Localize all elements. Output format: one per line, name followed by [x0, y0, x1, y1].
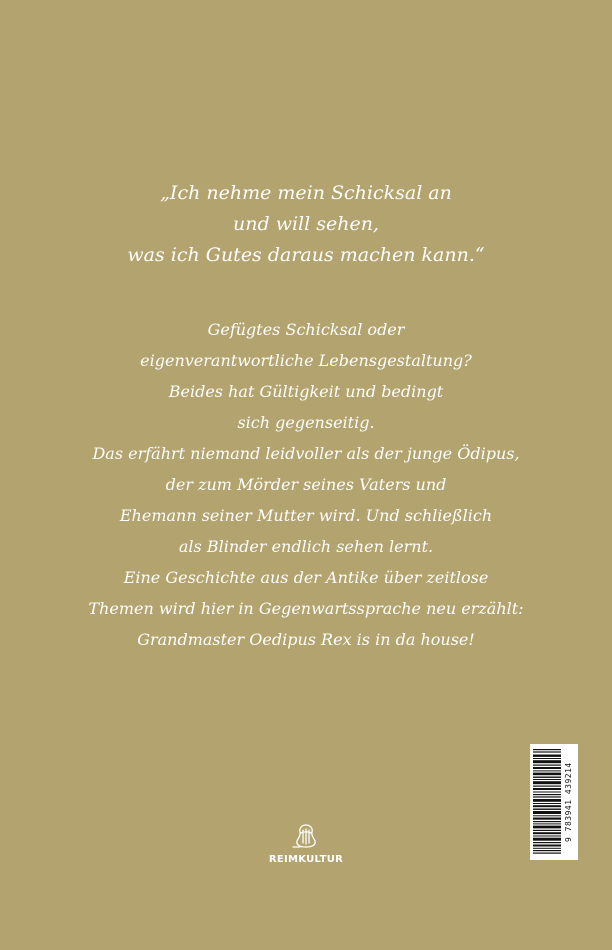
quote-line: und will sehen, [233, 213, 379, 235]
blurb-line: eigenverantwortliche Lebensgestaltung? [140, 351, 472, 370]
blurb-line: Grandmaster Oedipus Rex is in da house! [137, 630, 475, 649]
publisher-name: REIMKULTUR [268, 854, 344, 865]
blurb-line: der zum Mörder seines Vaters und [165, 475, 447, 494]
back-cover-quote [0, 178, 612, 271]
isbn-number: 9 783941 439214 [564, 762, 573, 842]
lyre-icon [291, 822, 321, 850]
publisher-mark [0, 822, 612, 865]
blurb-line: Themen wird hier in Gegenwartssprache neu erzählt: [88, 599, 524, 618]
quote-line: „Ich nehme mein Schicksal an [160, 182, 452, 204]
blurb-line: Eine Geschichte aus der Antike über zeitlose [123, 568, 489, 587]
blurb-line: Gefügtes Schicksal oder [207, 320, 405, 339]
isbn-barcode [530, 744, 578, 860]
blurb-line: als Blinder endlich sehen lernt. [178, 537, 434, 556]
barcode-bars [533, 747, 561, 857]
blurb-line: Ehemann seiner Mutter wird. Und schließlich [119, 506, 493, 525]
quote-line: was ich Gutes daraus machen kann.“ [127, 244, 485, 266]
blurb-line: Beides hat Gültigkeit und bedingt [168, 382, 444, 401]
blurb-line: sich gegenseitig. [237, 413, 375, 432]
blurb-line: Das erfährt niemand leidvoller als der junge Ödipus, [92, 444, 520, 463]
back-cover-blurb [0, 314, 612, 655]
